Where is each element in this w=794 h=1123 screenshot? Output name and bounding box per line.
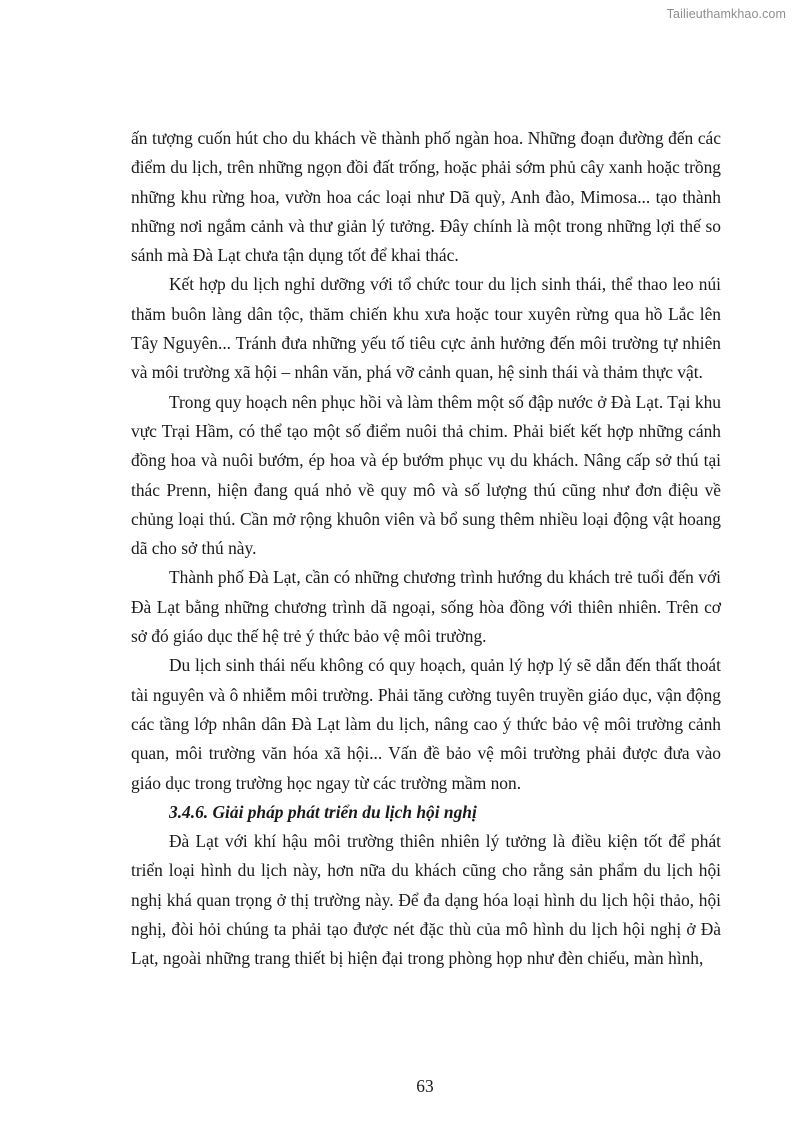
page-body <box>131 124 721 974</box>
paragraph-conference-tourism: Đà Lạt với khí hậu môi trường thiên nhiên lý tưởng là điều kiện tốt để phát triển loại hình du lịch này, hơn nữa du khách cũng cho rằng sản phẩm du lịch hội nghị khá quan trọng ở thị trường này. Để đa dạng hóa loại hình du lịch hội thảo, hội nghị, đòi hỏi chúng ta phải tạo được nét đặc thù của mô hình du lịch hội nghị ở Đà Lạt, ngoài những trang thiết bị hiện đại trong phòng họp như đèn chiếu, màn hình, <box>131 831 721 969</box>
section-heading: 3.4.6. Giải pháp phát triển du lịch hội nghị <box>169 801 477 822</box>
paragraph-continuation: ấn tượng cuốn hút cho du khách về thành phố ngàn hoa. Những đoạn đường đến các điểm du lịch, trên những ngọn đồi đất trống, hoặc phải sớm phủ cây xanh hoặc trồng những khu rừng hoa, vườn hoa các loại như Dã quỳ, Anh đào, Mimosa... tạo thành những nơi ngắm cảnh và thư giản lý tưởng. Đây chính là một trong những lợi thế so sánh mà Đà Lạt chưa tận dụng tốt để khai thác. <box>131 128 721 266</box>
page-number: 63 <box>416 1076 434 1096</box>
paragraph-youth-programs: Thành phố Đà Lạt, cần có những chương trình hướng du khách trẻ tuổi đến với Đà Lạt bằng những chương trình dã ngoại, sống hòa đồng với thiên nhiên. Trên cơ sở đó giáo dục thế hệ trẻ ý thức bảo vệ môi trường. <box>131 567 721 647</box>
paragraph-environment-protection: Du lịch sinh thái nếu không có quy hoạch, quản lý hợp lý sẽ dẫn đến thất thoát tài nguyên và ô nhiễm môi trường. Phải tăng cường tuyên truyền giáo dục, vận động các tầng lớp nhân dân Đà Lạt làm du lịch, nâng cao ý thức bảo vệ môi trường cảnh quan, môi trường văn hóa xã hội... Vấn đề bảo vệ môi trường phải được đưa vào giáo dục trong trường học ngay từ các trường mầm non. <box>131 655 721 793</box>
watermark-text: Tailieuthamkhao.com <box>666 7 786 21</box>
paragraph-ecotourism-combination: Kết hợp du lịch nghỉ dưỡng với tổ chức tour du lịch sinh thái, thể thao leo núi thăm buôn làng dân tộc, thăm chiến khu xưa hoặc tour xuyên rừng qua hồ Lắc lên Tây Nguyên... Tránh đưa những yếu tố tiêu cực ảnh hưởng đến môi trường tự nhiên và môi trường xã hội – nhân văn, phá vỡ cảnh quan, hệ sinh thái và thảm thực vật. <box>131 274 721 383</box>
paragraph-planning-dams: Trong quy hoạch nên phục hồi và làm thêm một số đập nước ở Đà Lạt. Tại khu vực Trại Hầm, có thể tạo một số điểm nuôi thả chim. Phải biết kết hợp những cánh đồng hoa và nuôi bướm, ép hoa và ép bướm phục vụ du khách. Nâng cấp sở thú tại thác Prenn, hiện đang quá nhỏ về quy mô và số lượng thú cũng như đơn điệu về chủng loại thú. Cần mở rộng khuôn viên và bổ sung thêm nhiều loại động vật hoang dã cho sở thú này. <box>131 391 721 559</box>
